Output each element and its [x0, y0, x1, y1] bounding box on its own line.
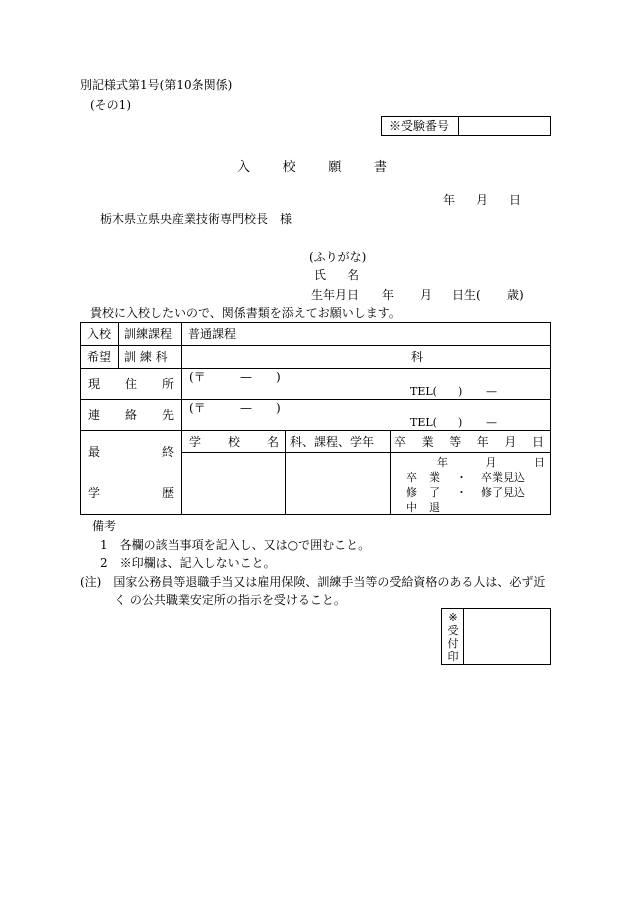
status-withdrawn[interactable]: 中 退	[406, 501, 440, 514]
note-item-1: 1 各欄の該当事項を記入し、又は○で囲むこと。	[100, 538, 371, 552]
application-date[interactable]: 年 月 日	[443, 193, 521, 207]
course-grade-header: 科、課程、学年	[290, 435, 375, 449]
graduation-header: 卒 業 等 年 月 日	[394, 435, 544, 449]
caution-line-1: (注) 国家公務員等退職手当又は雇用保険、訓練手当等の受給資格のある人は、必ず近	[80, 575, 546, 589]
school-name-header: 学 校 名	[189, 435, 279, 449]
status-graduate[interactable]: 卒 業 ・ 卒業見込	[406, 471, 525, 484]
training-subject-field[interactable]	[182, 346, 407, 367]
graduation-date[interactable]: 年 月 日	[437, 456, 545, 469]
reception-stamp-field[interactable]	[464, 609, 550, 664]
note-item-2: 2 ※印欄は、記入しないこと。	[100, 556, 276, 570]
form-part: (その1)	[90, 98, 131, 112]
final-education-label: 最 終	[88, 445, 174, 459]
form-reference: 別記様式第1号(第10条関係)	[80, 78, 233, 92]
wish-label: 希望	[87, 350, 112, 364]
document-page: 別記様式第1号(第10条関係) (その1) ※受験番号 入 校 願 書 年 月 日 栃木県立県央産業技術専門校長 様 (ふりがな) 氏 名 生年月日 年 月 日生( 歳) 貴校に入校したいので、関係書類を添えてお願いします。 入校 訓練課程 普通課程 希望 訓 練 科 科 現 住 所 (〒 — ) TEL( ) — 連 絡 先 (〒 — ) TEL( ) — 最 終 学 歴 学 校 名 科、課程、学年 卒 業 等 年 月 日 年 月 日 卒 業 ・ 卒業見込 修 了 ・ 修了見込 中 退 備考 1 各欄の該当事項を記入し、又は○で囲むこと。 2 ※印欄は、記入しないこと。 (注) 国家公務員等退職手当又は雇用保険、訓練手当等の受給資格のある人は、必ず近 く の公共職業安定所の指示を受けること。 ※ 受 付 印	[0, 0, 630, 903]
course-grade-field[interactable]	[286, 453, 389, 514]
training-course-label: 訓練課程	[124, 327, 173, 341]
status-completed[interactable]: 修 了 ・ 修了見込	[406, 486, 525, 499]
intro-text: 貴校に入校したいので、関係書類を添えてお願いします。	[90, 306, 401, 320]
birthdate-label: 生年月日	[311, 288, 360, 302]
education-label: 学 歴	[88, 486, 174, 500]
furigana-label: (ふりがな)	[309, 250, 367, 264]
current-address-label: 現 住 所	[88, 377, 174, 391]
entry-label: 入校	[87, 327, 112, 341]
school-name-field[interactable]	[182, 453, 284, 514]
contact-label: 連 絡 先	[88, 408, 174, 422]
caution-line-2: く の公共職業安定所の指示を受けること。	[114, 593, 346, 607]
course-value[interactable]: 普通課程	[188, 327, 237, 341]
notes-title: 備考	[92, 519, 117, 533]
reception-stamp-label: ※ 受 付 印	[447, 611, 459, 663]
addressee: 栃木県立県央産業技術専門校長 様	[100, 212, 293, 226]
name-label: 氏 名	[314, 268, 359, 282]
form-title: 入 校 願 書	[237, 160, 387, 175]
training-subject-label: 訓 練 科	[124, 350, 168, 364]
exam-number-label: ※受験番号	[389, 119, 450, 133]
subject-suffix: 科	[411, 350, 424, 364]
exam-number-field[interactable]	[459, 117, 550, 135]
